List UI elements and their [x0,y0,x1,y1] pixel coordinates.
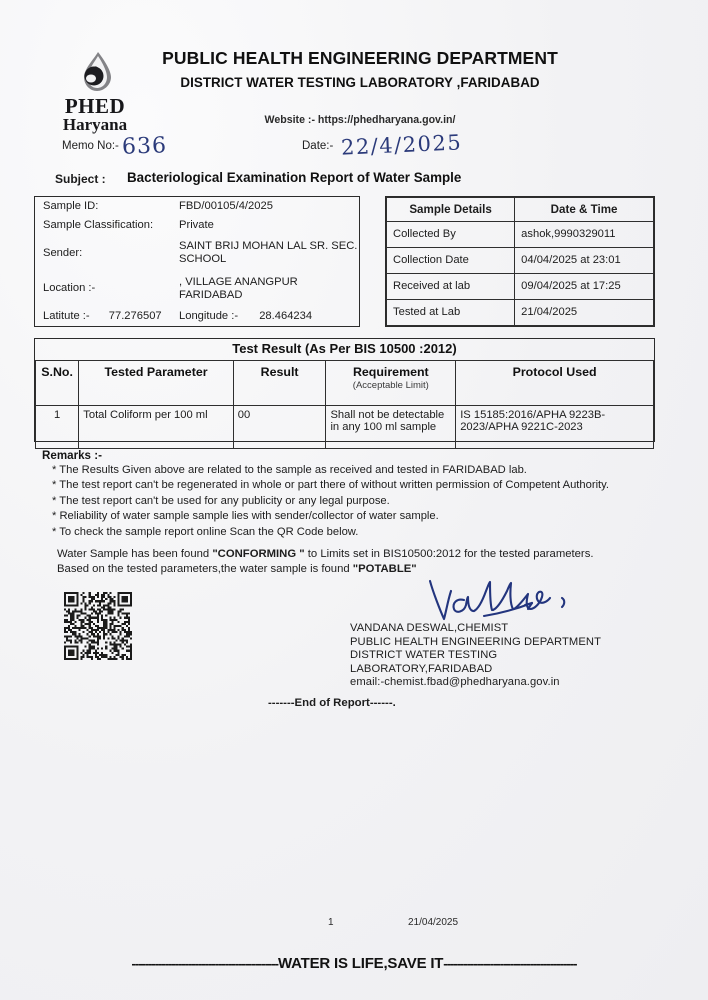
longitude-value: 28.464234 [259,309,313,322]
page-number: 1 [328,917,334,928]
sample-id-label: Sample ID: [43,200,99,213]
col-result: Result [233,360,326,405]
cell-requirement: Shall not be detectable in any 100 ml sample [326,405,456,448]
memo-date-label: Date:- [302,140,334,152]
signatory-lab-line2: LABORATORY,FARIDABAD [350,662,493,675]
col-sno: S.No. [36,360,79,405]
logo-subtitle: Haryana [62,115,128,134]
latitude-value: 77.276507 [108,309,162,322]
collected-by-label: Collected By [387,222,515,248]
table-row [387,300,654,326]
remark-item: * Reliability of water sample sample lies with sender/collector of water sample. [52,510,439,523]
conclusion-line1-pre: Water Sample has been found [57,548,213,560]
signature-handwritten [424,578,584,622]
signatory-email: email:-chemist.fbad@phedharyana.gov.in [350,676,560,689]
signatory-dept: PUBLIC HEALTH ENGINEERING DEPARTMENT [350,635,602,648]
remarks-heading: Remarks :- [42,449,102,462]
test-result-caption: Test Result (As Per BIS 10500 :2012) [36,339,654,360]
table-header-row [36,360,654,405]
table-row [35,307,359,326]
tested-at-lab-label: Tested at Lab [387,300,515,326]
qr-code-icon [64,592,132,660]
website-line: Website :- https://phedharyana.gov.in/ [264,114,456,126]
subject-label: Subject : [55,172,106,186]
memo-date-value: 22/4/2025 [340,130,463,160]
cell-result: 00 [233,405,326,448]
location-value: , VILLAGE ANANGPUR FARIDABAD [179,275,298,301]
sender-value: SAINT BRIJ MOHAN LAL SR. SEC. SCHOOL [179,240,358,266]
sample-details-table [385,196,655,327]
remark-item: * To check the sample report online Scan the QR Code below. [52,525,359,538]
sample-classification-value: Private [179,219,214,232]
table-row [35,271,359,307]
conclusion-line1-post: to Limits set in BIS10500:2012 for the tested parameters. [304,548,594,560]
table-row [35,197,359,216]
footer-date: 21/04/2025 [408,917,459,928]
memo-no-value: 636 [121,133,168,160]
cell-tested-parameter: Total Coliform per 100 ml [79,405,234,448]
table-row [35,235,359,271]
tested-at-lab-value: 21/04/2025 [515,300,654,326]
collection-date-label: Collection Date [387,248,515,274]
col-sample-details: Sample Details [387,198,515,222]
collection-date-value: 04/04/2025 at 23:01 [515,248,654,274]
remark-item: * The test report can't be regenerated in whole or part there of without written permission of Competent Authority. [52,479,610,492]
test-result-table [34,338,655,442]
memo-no-label: Memo No:- [62,140,119,152]
col-requirement [326,360,456,405]
page-title: PUBLIC HEALTH ENGINEERING DEPARTMENT [162,48,558,68]
table-row [387,274,654,300]
tagline-dash-right: ---------------------------------------- [443,956,577,971]
col-requirement-sublabel: (Acceptable Limit) [352,380,429,392]
table-row [36,405,654,448]
sender-label: Sender: [43,246,83,259]
location-label: Location :- [43,282,96,295]
received-at-lab-label: Received at lab [387,274,515,300]
latitude-label: Latitute :- [43,309,90,322]
col-date-time: Date & Time [515,198,654,222]
longitude-label: Longitude :- [179,309,239,322]
table-row [35,216,359,235]
table-row [387,248,654,274]
page-subtitle: DISTRICT WATER TESTING LABORATORY ,FARIDABAD [180,75,540,90]
conclusion-block [57,547,637,578]
remarks-list [52,463,652,540]
table-row [387,222,654,248]
logo-title: PHED [64,94,126,118]
potable-badge: "POTABLE" [352,563,417,576]
sample-classification-label: Sample Classification: [43,219,154,232]
tagline-dash-left: -------------------------------------------- [131,956,279,971]
sample-id-value: FBD/00105/4/2025 [179,200,273,213]
col-protocol-used: Protocol Used [456,360,654,405]
received-at-lab-value: 09/04/2025 at 17:25 [515,274,654,300]
water-drop-icon [72,49,118,95]
remark-item: * The Results Given above are related to the sample as received and tested in FARIDABAD lab. [52,464,527,476]
signatory-lab-line1: DISTRICT WATER TESTING [350,649,498,662]
end-of-report: -------End of Report------. [268,697,396,709]
conforming-badge: "CONFORMING " [212,548,305,560]
table-caption-row [36,339,654,360]
cell-protocol: IS 15185:2016/APHA 9223B-2023/APHA 9221C-2023 [456,405,654,448]
cell-sno: 1 [36,405,79,448]
tagline-text: WATER IS LIFE,SAVE IT [278,955,444,972]
collected-by-value: ashok,9990329011 [515,222,654,248]
signature-block [350,622,601,690]
sample-info-table [34,196,360,327]
phed-logo [47,46,143,134]
col-tested-parameter: Tested Parameter [79,360,234,405]
remark-item: * The test report can't be used for any publicity or any legal purpose. [52,494,390,507]
conclusion-line2-pre: Based on the tested parameters,the water sample is found [57,563,353,576]
conclusion-line-2 [57,562,637,577]
subject-value: Bacteriological Examination Report of Water Sample [127,170,462,185]
signatory-name: VANDANA DESWAL,CHEMIST [350,622,509,634]
col-requirement-label: Requirement [352,364,429,379]
table-header-row [387,198,654,222]
conclusion-line-1 [57,547,637,562]
footer-tagline [0,955,708,972]
